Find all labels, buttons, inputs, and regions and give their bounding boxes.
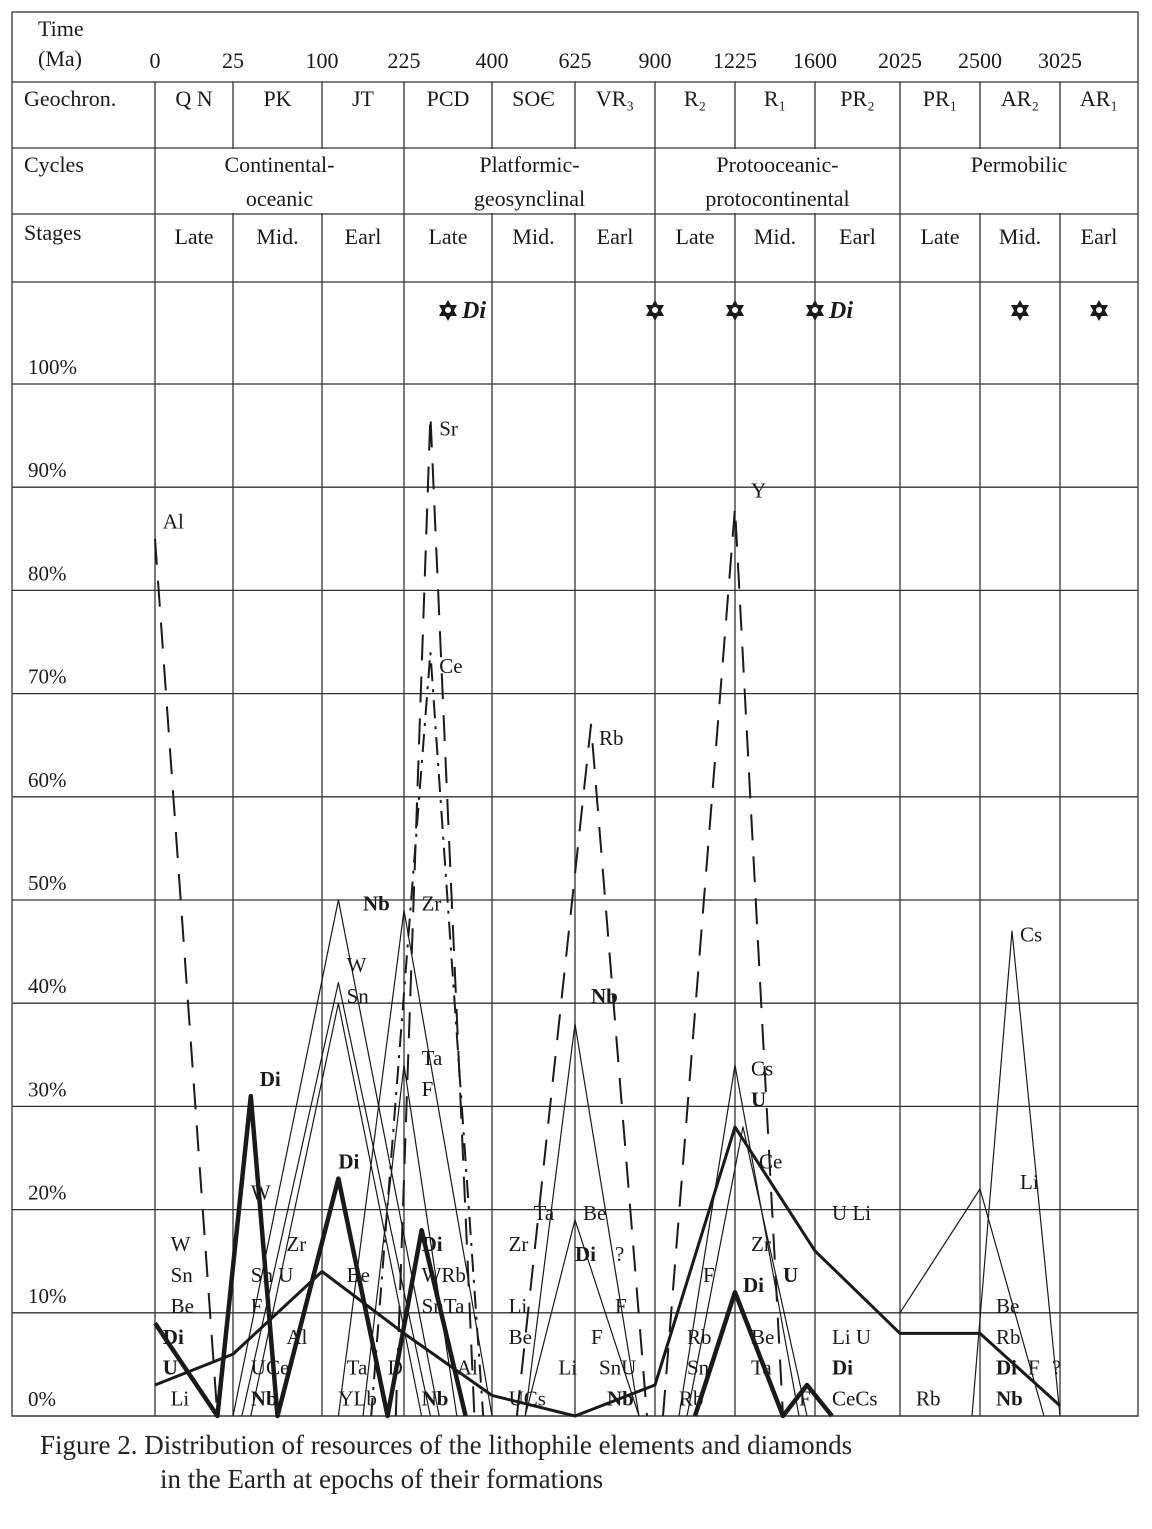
time-tick-label: 225 (387, 48, 421, 73)
stage-label: Earl (596, 224, 634, 249)
y-tick-label: 90% (28, 458, 67, 483)
element-label: Di (996, 1355, 1017, 1380)
y-tick-label: 50% (28, 871, 67, 895)
stage-label: Earl (1080, 224, 1118, 249)
stage-label: Earl (344, 224, 382, 249)
element-label: Rb (599, 726, 624, 751)
element-label: Be (346, 1262, 370, 1287)
element-label: Zr (751, 1231, 771, 1256)
element-label: F (591, 1324, 603, 1349)
element-label: Cs (751, 1056, 774, 1081)
diamond-star-core (1017, 307, 1023, 313)
time-tick-label: 1600 (793, 48, 837, 73)
diamond-star-icon (646, 300, 664, 321)
element-label: F (421, 1077, 434, 1102)
time-tick-label: 2025 (878, 48, 922, 73)
element-label: Di (338, 1149, 360, 1174)
cycle-label-line2: protocontinental (705, 186, 850, 211)
element-label: Li (1020, 1169, 1039, 1194)
element-label: Be (996, 1293, 1020, 1318)
element-label: F (250, 1293, 263, 1318)
y-tick-label: 40% (28, 974, 67, 999)
element-label: Ta (346, 1355, 368, 1380)
stages-label: Stages (24, 220, 82, 245)
diamond-star-icon (806, 300, 824, 321)
element-label: Nb (607, 1386, 634, 1411)
element-label: U (162, 1355, 178, 1380)
diamond-label: Di (462, 298, 486, 324)
time-tick-label: 100 (305, 48, 339, 73)
cycle-label-line1: Platformic- (479, 152, 580, 177)
diamond-star-icon (1011, 300, 1029, 321)
diamond-star-core (445, 307, 451, 313)
element-label: Sn (170, 1262, 193, 1287)
element-label: Ce (439, 653, 463, 678)
element-label: Zr (508, 1231, 529, 1256)
period-label: AR₁ (1079, 86, 1119, 111)
element-label: U (783, 1262, 799, 1287)
element-label: U (751, 1087, 767, 1112)
time-tick-label: 900 (638, 48, 672, 73)
element-label: Di (743, 1273, 764, 1298)
element-label: D (387, 1355, 403, 1380)
element-label: Ta (751, 1355, 772, 1380)
series-line-li (900, 1189, 1044, 1416)
element-label: Li (558, 1355, 578, 1380)
element-label: F (799, 1386, 811, 1411)
element-label: ? (615, 1242, 625, 1267)
diamond-star-core (732, 307, 738, 313)
element-label: Al (456, 1355, 478, 1380)
geochron-label: Geochron. (24, 86, 117, 111)
element-label: Cs (1020, 922, 1043, 947)
stage-label: Mid. (256, 224, 299, 249)
element-label: Ta (421, 1046, 443, 1071)
stage-label: Mid. (512, 224, 555, 249)
element-label: Nb (250, 1386, 278, 1411)
element-label: CeCs (832, 1386, 878, 1411)
diamond-star-core (1096, 307, 1102, 313)
y-tick-label: 80% (28, 561, 67, 586)
element-label: Di (259, 1066, 281, 1091)
element-label: Al (162, 509, 184, 534)
cycle-label-line2: geosynclinal (473, 186, 586, 211)
stage-label: Mid. (998, 224, 1042, 249)
element-label: U Li (832, 1200, 872, 1225)
series-line-di (695, 1292, 832, 1416)
caption-line-1: Figure 2. Distribution of resources of the lithophile elements and diamonds (40, 1430, 853, 1460)
period-label: AR₂ (1000, 86, 1040, 111)
time-tick-label: 400 (475, 48, 509, 73)
element-label: Be (508, 1324, 532, 1349)
figure-caption (40, 1428, 1120, 1496)
y-tick-label: 10% (28, 1283, 67, 1308)
time-tick-label: 2500 (958, 48, 1002, 73)
period-label: R₁ (763, 86, 787, 111)
stage-label: Late (920, 224, 960, 249)
element-label: Sn (687, 1355, 710, 1380)
series-line-nb (233, 900, 439, 1416)
cycles-label: Cycles (24, 152, 84, 177)
element-label: Sr (439, 416, 458, 441)
y-tick-label: 20% (28, 1180, 67, 1205)
element-label: SnTa (421, 1293, 465, 1318)
element-label: YLb (338, 1386, 377, 1411)
period-label: PCD (426, 86, 470, 111)
element-label: UCe (250, 1355, 290, 1380)
element-label: Y (751, 478, 767, 503)
element-label: ? (1052, 1355, 1062, 1380)
element-label: Di (832, 1355, 853, 1380)
element-label: Sn (346, 984, 369, 1009)
period-label: PR₁ (922, 86, 958, 111)
stage-label: Mid. (753, 224, 797, 249)
y-tick-label: 0% (28, 1387, 56, 1411)
element-label: Sn U (250, 1262, 294, 1287)
element-label: Rb (679, 1386, 704, 1411)
element-label: Nb (591, 984, 618, 1009)
y-tick-label: 60% (28, 767, 67, 792)
diamond-star-icon (726, 300, 744, 321)
element-label: W (346, 953, 367, 978)
element-label: Ce (759, 1149, 783, 1174)
element-label: Be (170, 1293, 194, 1318)
time-label: Time (38, 16, 84, 41)
element-label: Nb (363, 891, 390, 916)
time-tick-label: 1225 (713, 48, 757, 73)
element-label: Zr (421, 891, 442, 916)
diamond-star-icon (1090, 300, 1108, 321)
element-label: Di (575, 1242, 596, 1267)
y-tick-label: 70% (28, 664, 67, 689)
element-label: Rb (916, 1386, 941, 1411)
element-label: F (703, 1262, 715, 1287)
element-label: Li (508, 1293, 528, 1318)
time-tick-label: 625 (558, 48, 592, 73)
element-label: Nb (421, 1386, 449, 1411)
cycle-label-line2: oceanic (245, 186, 314, 211)
caption-line-2: in the Earth at epochs of their formations (160, 1464, 604, 1494)
cycle-label-line1: Continental- (224, 152, 335, 177)
stage-label: Earl (839, 224, 876, 249)
element-label: Ta (533, 1200, 555, 1225)
diamond-star-core (652, 307, 658, 313)
stage-label: Late (675, 224, 715, 249)
element-label: Rb (996, 1324, 1021, 1349)
series-line-y (663, 508, 783, 1416)
time-tick-label: 0 (149, 48, 161, 73)
element-label: UCs (508, 1386, 546, 1411)
element-label: Zr (286, 1231, 307, 1256)
element-label: Rb (687, 1324, 712, 1349)
time-tick-label: 25 (222, 48, 244, 73)
period-label: PR₂ (840, 86, 875, 111)
period-label: Q N (175, 86, 213, 111)
y-tick-label: 30% (28, 1077, 67, 1102)
element-label: Be (583, 1200, 607, 1225)
element-label: F (1028, 1355, 1040, 1380)
element-label: Di (162, 1324, 184, 1349)
element-label: Di (421, 1231, 443, 1256)
element-label: Be (751, 1324, 775, 1349)
cycle-label-line1: Permobilic (970, 152, 1068, 177)
time-unit-label: (Ma) (38, 46, 82, 71)
cycle-label-line1: Protooceanic- (716, 152, 839, 177)
element-label: W (170, 1231, 191, 1256)
stage-label: Late (428, 224, 468, 249)
y-tick-label: 100% (28, 355, 77, 379)
period-label: R₂ (683, 86, 707, 111)
element-label: SnU (599, 1355, 637, 1380)
diamond-star-icon (439, 300, 457, 321)
element-label: W (250, 1180, 271, 1205)
stage-label: Late (174, 224, 214, 249)
period-label: PK (263, 86, 292, 111)
element-label: Nb (996, 1386, 1023, 1411)
element-label: Al (286, 1324, 308, 1349)
diamond-label: Di (829, 298, 853, 324)
diamond-star-core (812, 307, 818, 313)
element-label: WRb (421, 1262, 466, 1287)
element-label: F (615, 1293, 627, 1318)
period-label: JT (352, 86, 374, 111)
time-tick-label: 3025 (1038, 48, 1082, 73)
period-label: VR₃ (595, 86, 635, 111)
element-label: Li (170, 1386, 190, 1411)
period-label: SOЄ (512, 86, 555, 111)
element-label: Li U (832, 1324, 872, 1349)
